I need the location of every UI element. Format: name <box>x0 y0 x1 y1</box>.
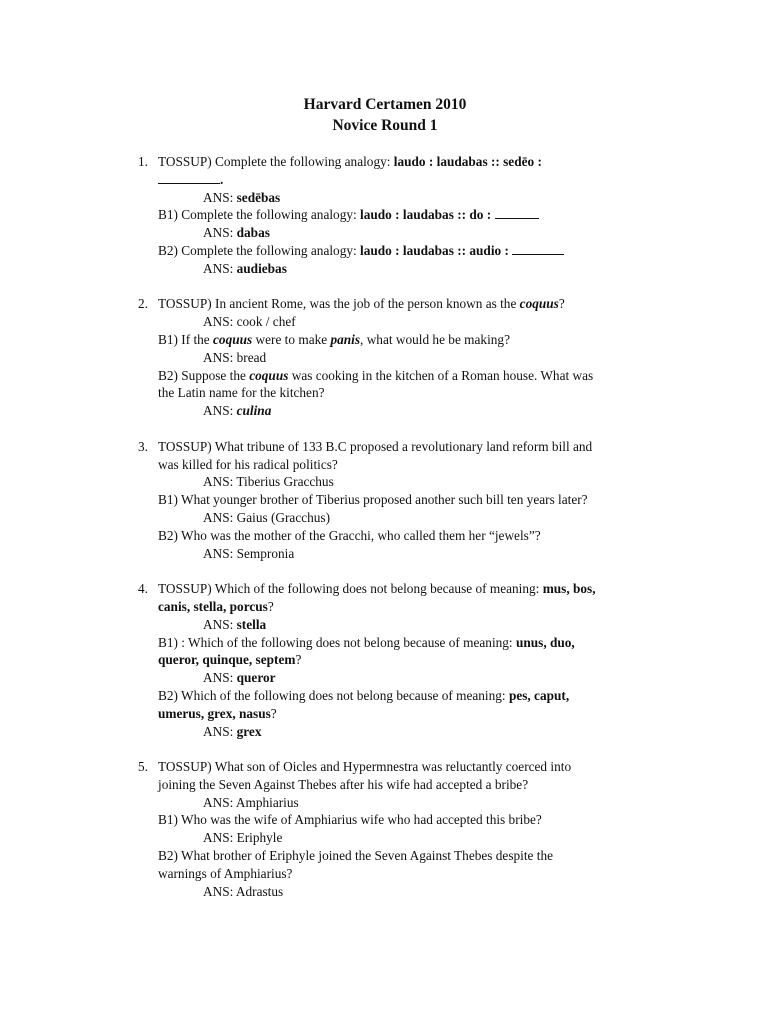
bonus-1-answer <box>158 669 638 687</box>
bonus-1-answer: ANS: Gaius (Gracchus) <box>203 509 331 525</box>
question-list <box>138 153 638 918</box>
tossup-end: . <box>220 171 224 187</box>
answer-blank <box>512 242 564 255</box>
analogy-term: laudo : laudabas :: sedēo : <box>393 154 542 169</box>
bonus-1-text <box>158 634 638 652</box>
answer-blank <box>495 206 539 219</box>
bonus-prompt-end: was cooking in the kitchen of a Roman house. What was <box>288 367 594 383</box>
bonus-prompt: B1) Complete the following analogy: <box>158 207 361 223</box>
bonus-1-text: B1) Who was the wife of Amphiarius wife who had accepted this bribe? <box>158 812 542 828</box>
answer-blank <box>158 171 220 184</box>
answer-value: stella <box>236 616 267 632</box>
bonus-2-answer <box>158 402 638 420</box>
bonus-2-text-cont: the Latin name for the kitchen? <box>158 385 325 401</box>
answer-value: audiebas <box>236 260 287 276</box>
word-list: canis, stella, porcus <box>158 598 268 614</box>
bonus-prompt-end: ? <box>270 705 277 721</box>
tossup-answer: ANS: cook / chef <box>203 314 296 330</box>
latin-term: coquus <box>249 367 289 383</box>
analogy-term: laudo : laudabas :: audio : <box>360 242 509 258</box>
tossup-text-cont <box>158 598 638 616</box>
question-number: 4. <box>138 581 148 597</box>
word-list: queror, quinque, septem <box>158 652 296 668</box>
bonus-1-text <box>158 206 638 224</box>
bonus-2-text: B2) What brother of Eriphyle joined the Seven Against Thebes despite the <box>158 848 553 864</box>
tossup-prompt: TOSSUP) In ancient Rome, was the job of the person known as the <box>158 296 520 312</box>
tossup-prompt: TOSSUP) Complete the following analogy: <box>158 154 394 169</box>
tossup-prompt: TOSSUP) Which of the following does not belong because of meaning: <box>158 581 543 597</box>
tossup-text-cont: was killed for his radical politics? <box>158 456 338 472</box>
tossup-answer: ANS: Tiberius Gracchus <box>203 474 334 490</box>
answer-label: ANS: <box>203 723 237 739</box>
latin-term: panis <box>330 331 361 347</box>
bonus-prompt: B1) : Which of the following does not belong because of meaning: <box>158 634 516 650</box>
answer-label: ANS: <box>203 225 237 241</box>
bonus-1-answer: ANS: Eriphyle <box>203 830 283 846</box>
word-list: unus, duo, <box>515 634 575 650</box>
tossup-answer <box>158 616 638 634</box>
tossup-answer <box>158 189 638 207</box>
bonus-1-text-cont <box>158 651 638 669</box>
bonus-prompt-mid: were to make <box>252 331 331 347</box>
question-number: 3. <box>138 438 148 454</box>
bonus-2-text <box>158 242 638 260</box>
tossup-text <box>158 153 638 171</box>
question-1 <box>138 153 638 278</box>
word-list: pes, caput, <box>508 687 570 703</box>
question-2 <box>138 295 638 420</box>
bonus-prompt-end: , what would he be making? <box>360 331 510 347</box>
title-line-2: Novice Round 1 <box>332 117 438 134</box>
bonus-2-text-cont <box>158 705 638 723</box>
bonus-2-answer: ANS: Sempronia <box>203 545 295 561</box>
tossup-text <box>158 580 638 598</box>
answer-value: grex <box>236 723 262 739</box>
answer-label: ANS: <box>203 670 237 686</box>
answer-value: sedēbas <box>236 189 281 205</box>
page-title <box>0 94 770 136</box>
question-3 <box>138 438 638 563</box>
title-line-1: Harvard Certamen 2010 <box>303 96 467 113</box>
bonus-1-text <box>158 331 638 349</box>
tossup-answer: ANS: Amphiarius <box>203 794 299 810</box>
latin-term: coquus <box>519 296 559 312</box>
question-5 <box>138 758 638 900</box>
question-number: 1. <box>138 154 148 169</box>
answer-label: ANS: <box>203 403 237 419</box>
tossup-text: TOSSUP) What tribune of 133 B.C proposed a revolutionary land reform bill and <box>158 438 593 454</box>
question-number: 5. <box>138 759 148 775</box>
answer-value: dabas <box>236 225 270 241</box>
bonus-2-text <box>158 367 638 385</box>
question-number: 2. <box>138 296 148 312</box>
word-list: mus, bos, <box>542 581 596 597</box>
answer-value: culina <box>236 403 272 419</box>
bonus-2-text: B2) Who was the mother of the Gracchi, who called them her “jewels”? <box>158 527 541 543</box>
bonus-2-answer <box>158 723 638 741</box>
bonus-1-answer: ANS: bread <box>203 349 267 365</box>
bonus-prompt: B2) Complete the following analogy: <box>158 242 361 258</box>
bonus-prompt: B2) Suppose the <box>158 367 250 383</box>
tossup-end: ? <box>267 598 274 614</box>
answer-value: queror <box>236 670 276 686</box>
tossup-end: ? <box>558 296 565 312</box>
bonus-2-text-cont: warnings of Amphiarius? <box>158 865 293 881</box>
latin-term: coquus <box>213 331 253 347</box>
bonus-1-text: B1) What younger brother of Tiberius proposed another such bill ten years later? <box>158 492 588 508</box>
bonus-prompt-end: ? <box>295 652 302 668</box>
answer-label: ANS: <box>203 616 237 632</box>
answer-label: ANS: <box>203 260 237 276</box>
bonus-prompt: B1) If the <box>158 331 214 347</box>
tossup-text-cont: joining the Seven Against Thebes after his wife had accepted a bribe? <box>158 776 529 792</box>
bonus-prompt: B2) Which of the following does not belong because of meaning: <box>158 687 509 703</box>
bonus-2-answer <box>158 260 638 278</box>
word-list: umerus, grex, nasus <box>158 705 271 721</box>
answer-label: ANS: <box>203 189 237 205</box>
analogy-term: laudo : laudabas :: do : <box>360 207 492 223</box>
tossup-text <box>158 295 638 313</box>
bonus-2-text <box>158 687 638 705</box>
question-4 <box>138 580 638 740</box>
answer-blank-line <box>158 171 638 189</box>
bonus-2-answer: ANS: Adrastus <box>203 883 284 899</box>
tossup-text: TOSSUP) What son of Oicles and Hypermnestra was reluctantly coerced into <box>158 759 572 775</box>
bonus-1-answer <box>158 224 638 242</box>
